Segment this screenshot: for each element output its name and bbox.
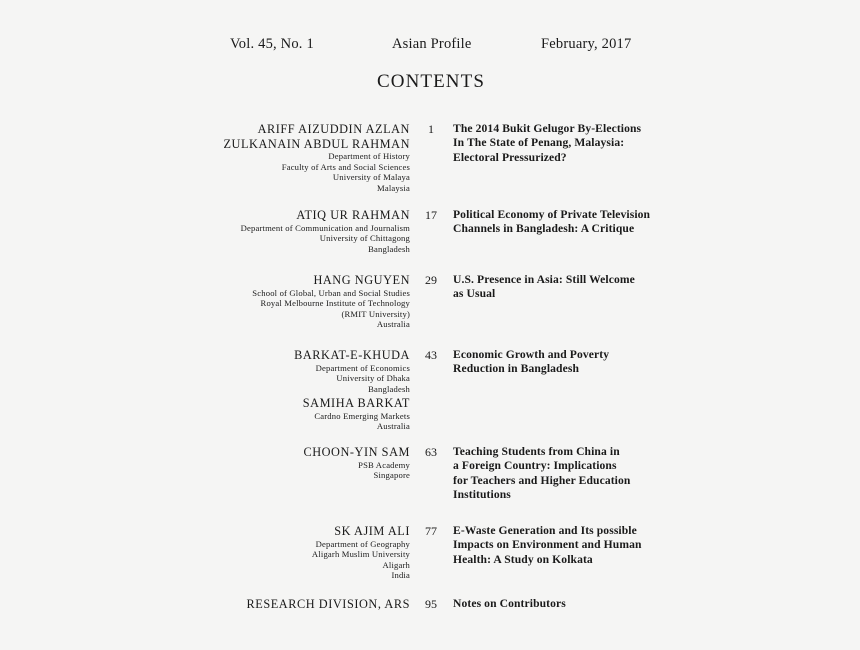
article-title-line: Teaching Students from China in (453, 445, 620, 458)
author-affiliation: Aligarh Muslim University (311, 549, 410, 560)
volume-issue-label: Vol. 45, No. 1 (230, 36, 314, 52)
author-affiliation: Bangladesh (368, 383, 410, 394)
author-affiliation: Royal Melbourne Institute of Technology (260, 298, 410, 309)
article-title-line: Notes on Contributors (453, 597, 566, 610)
entry-page-number[interactable]: 1 (428, 122, 434, 136)
entry-page-number[interactable]: 43 (425, 348, 437, 362)
article-title-line: as Usual (453, 287, 496, 301)
article-title-line: E-Waste Generation and Its possible (453, 524, 637, 537)
author-name: ATIQ UR RAHMAN (296, 208, 410, 222)
entry-page-number[interactable]: 17 (425, 208, 437, 222)
author-affiliation: School of Global, Urban and Social Studies (252, 287, 410, 298)
article-title-line: Impacts on Environment and Human (453, 538, 642, 552)
entry-authors-block (120, 208, 410, 254)
author-affiliation: Singapore (373, 470, 410, 481)
entry-authors-block (120, 524, 410, 581)
article-title-line: Political Economy of Private Television (453, 208, 651, 221)
author-affiliation: University of Chittagong (319, 233, 410, 244)
author-affiliation: University of Malaya (332, 172, 410, 183)
author-name: ARIFF AIZUDDIN AZLAN (257, 122, 410, 136)
entry-page-number[interactable]: 77 (425, 524, 437, 538)
author-affiliation: Department of History (328, 151, 410, 161)
article-title-line: In The State of Penang, Malaysia: (453, 136, 625, 150)
author-name: ZULKANAIN ABDUL RAHMAN (223, 136, 410, 151)
entry-article-title[interactable] (453, 122, 753, 165)
article-title-line: Institutions (453, 488, 511, 502)
entry-authors-block (120, 273, 410, 330)
article-title-line: Channels in Bangladesh: A Critique (453, 222, 635, 236)
author-affiliation: (RMIT University) (341, 308, 410, 319)
entry-article-title[interactable] (453, 273, 753, 302)
author-affiliation: Australia (376, 421, 410, 432)
entry-authors-block (120, 122, 410, 193)
article-title-line: Reduction in Bangladesh (453, 362, 579, 376)
author-affiliation: Cardno Emerging Markets (314, 410, 410, 421)
author-affiliation: Department of Communication and Journalism (240, 222, 410, 233)
author-affiliation: Malaysia (377, 182, 410, 193)
author-name: HANG NGUYEN (313, 273, 410, 287)
entry-article-title[interactable] (453, 208, 753, 237)
entry-authors-block (120, 445, 410, 481)
article-title-line: for Teachers and Higher Education (453, 473, 631, 487)
entry-authors-block (120, 597, 410, 612)
journal-title: Asian Profile (392, 36, 472, 52)
author-affiliation: Aligarh (382, 559, 410, 570)
article-title-line: U.S. Presence in Asia: Still Welcome (453, 273, 635, 286)
running-head (230, 36, 630, 56)
author-name: BARKAT-E-KHUDA (294, 348, 410, 362)
author-affiliation: Bangladesh (368, 243, 410, 254)
contents-heading-text: CONTENTS (376, 71, 486, 92)
page-title (0, 71, 860, 93)
entry-article-title[interactable] (453, 348, 753, 377)
article-title-line: The 2014 Bukit Gelugor By-Elections (453, 122, 642, 135)
entry-page-number[interactable]: 95 (425, 597, 437, 611)
entry-page-number[interactable]: 63 (425, 445, 437, 459)
author-affiliation: India (391, 570, 410, 581)
author-affiliation: University of Dhaka (336, 373, 410, 384)
entry-page-number[interactable]: 29 (425, 273, 437, 287)
author-affiliation: Department of Geography (315, 538, 410, 549)
author-name: RESEARCH DIVISION, ARS (246, 597, 410, 611)
entry-article-title[interactable] (453, 597, 753, 611)
article-title-line: Electoral Pressurized? (453, 150, 567, 164)
entry-article-title[interactable] (453, 445, 753, 503)
entry-authors-block (120, 348, 410, 432)
author-name: SAMIHA BARKAT (302, 396, 410, 411)
article-title-line: Economic Growth and Poverty (453, 348, 610, 361)
author-name: CHOON-YIN SAM (303, 445, 410, 459)
author-affiliation: Department of Economics (315, 362, 410, 373)
author-affiliation: Australia (376, 319, 410, 330)
author-affiliation: PSB Academy (358, 459, 410, 470)
author-name: SK AJIM ALI (334, 524, 410, 538)
issue-date: February, 2017 (541, 36, 632, 52)
author-affiliation: Faculty of Arts and Social Sciences (281, 161, 410, 172)
entry-article-title[interactable] (453, 524, 753, 567)
article-title-line: Health: A Study on Kolkata (453, 552, 593, 566)
article-title-line: a Foreign Country: Implications (453, 459, 617, 473)
